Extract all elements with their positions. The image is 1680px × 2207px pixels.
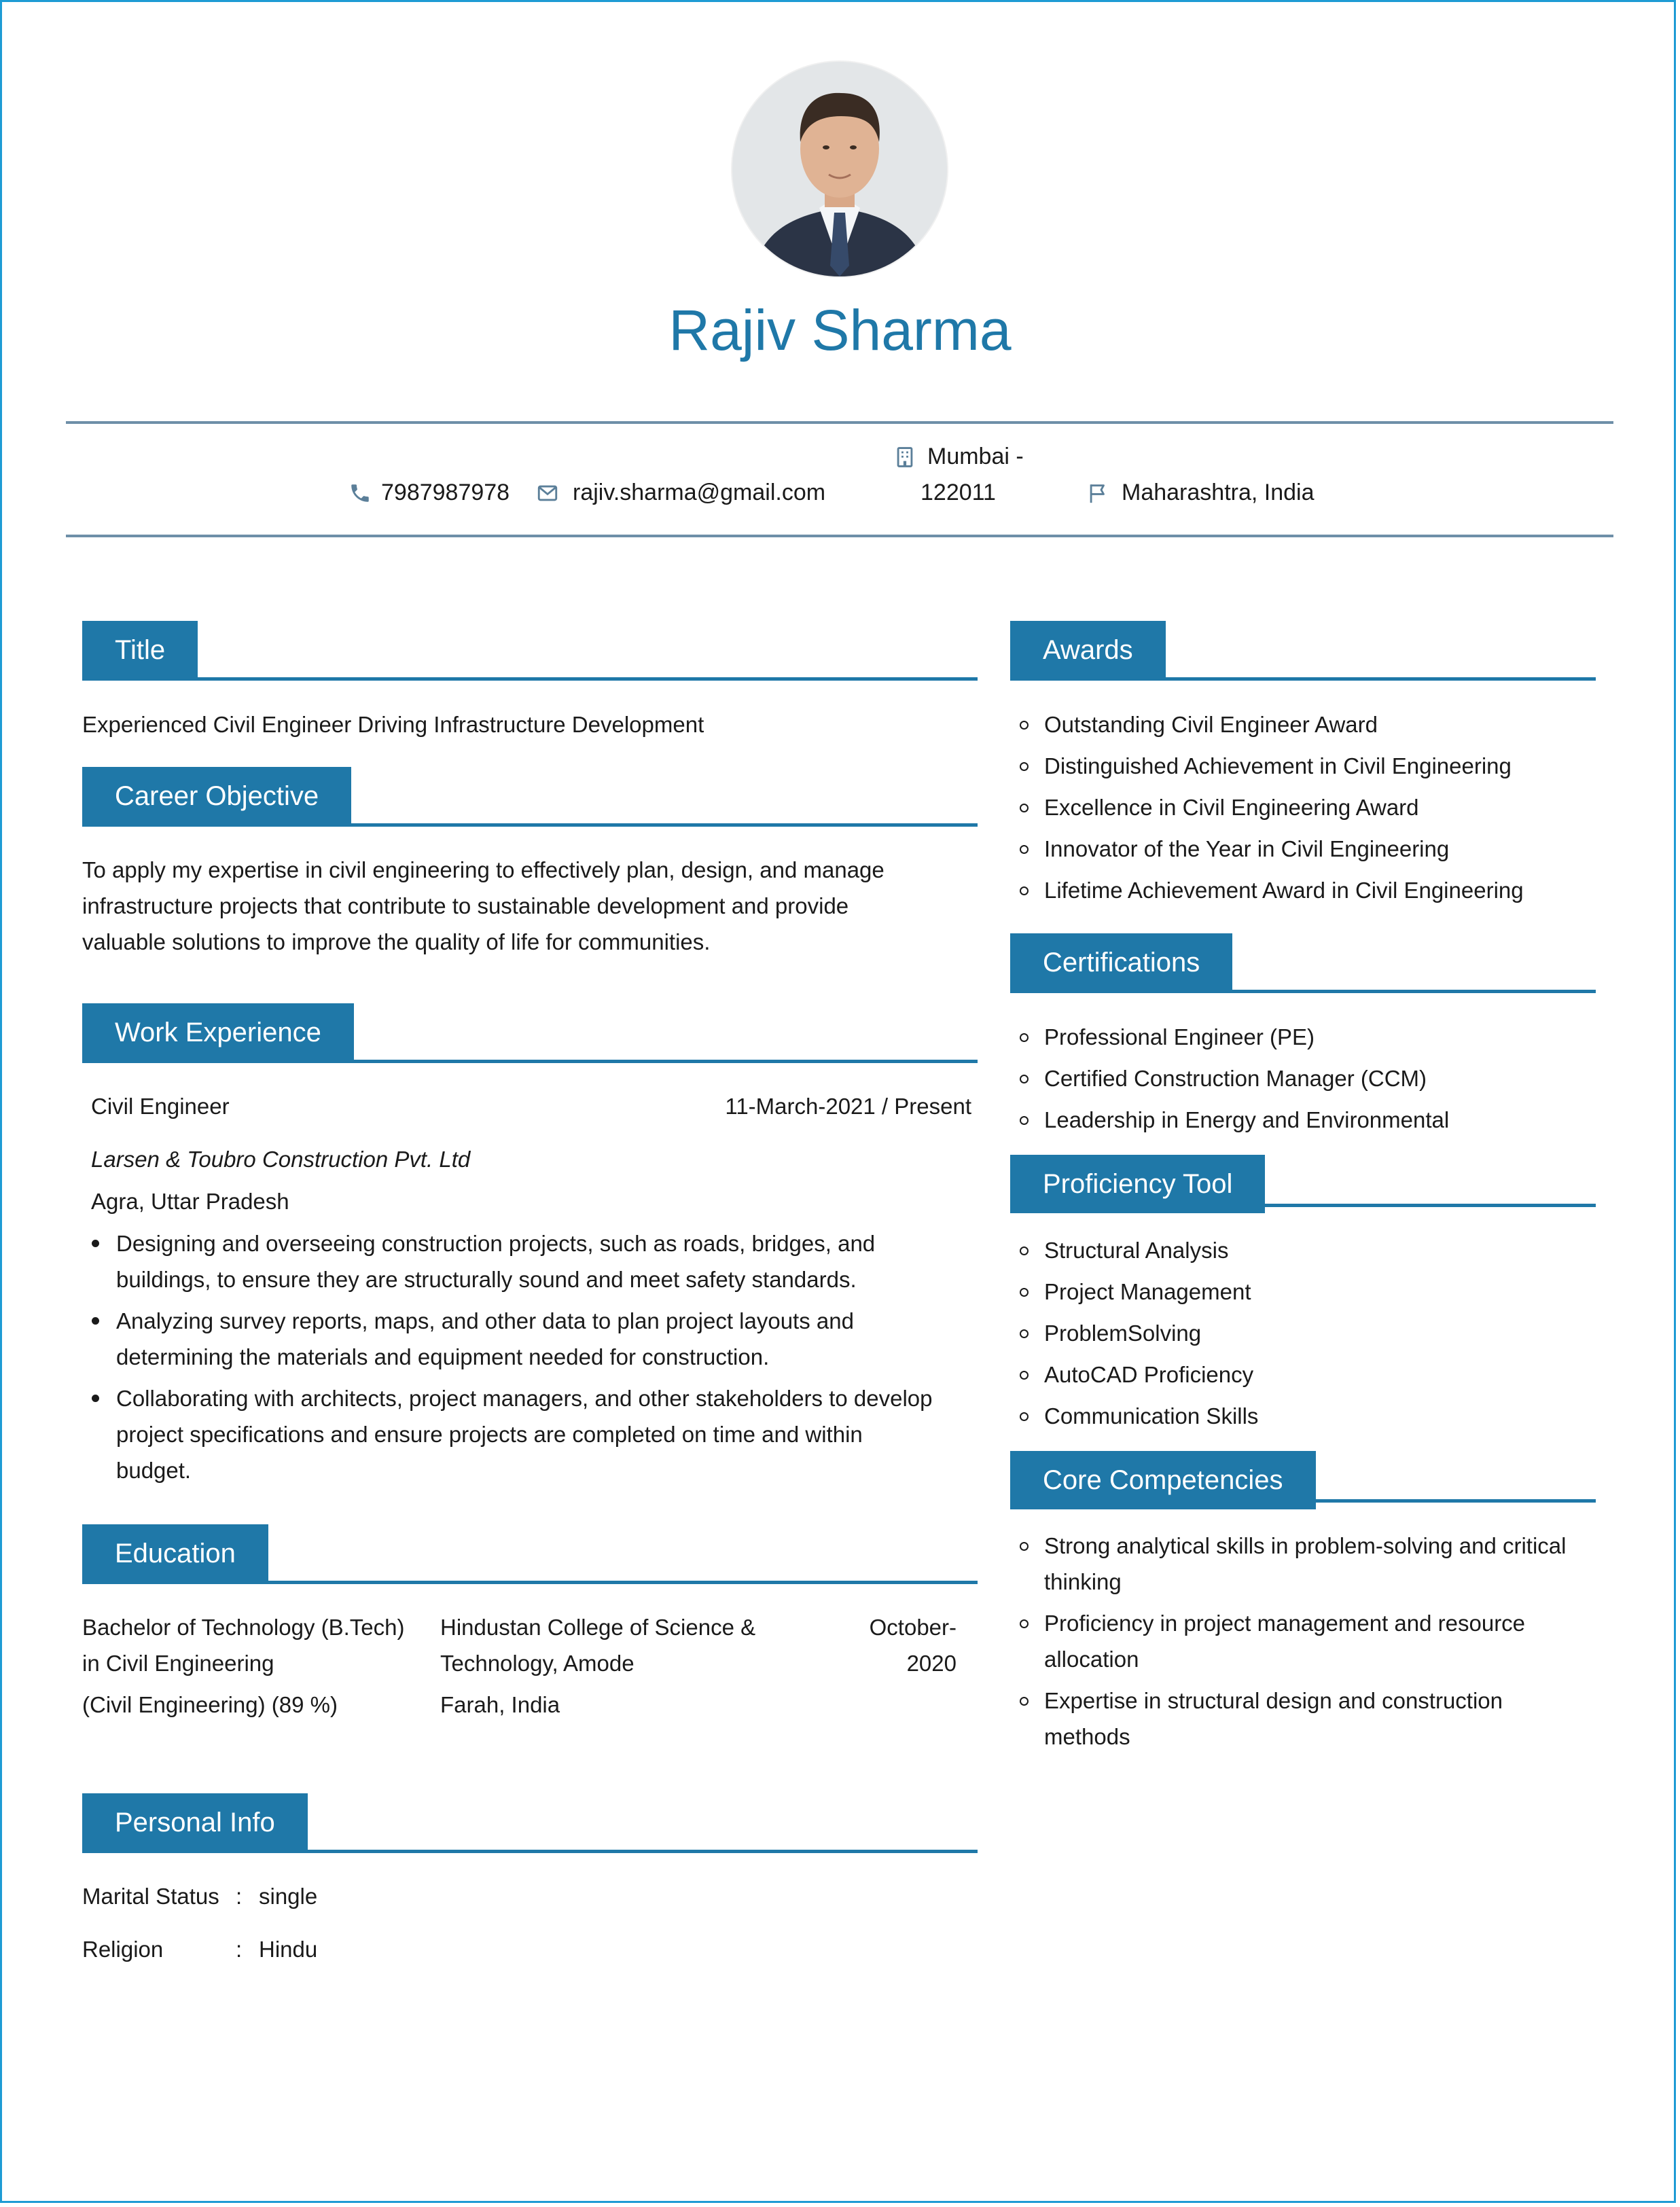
college-line: Farah, India [440,1692,560,1717]
religion-label: Religion [82,1937,164,1962]
phone-icon [348,482,372,508]
education-college [440,1609,755,1723]
certifications-list [1012,1019,1596,1143]
list-item: Certified Construction Manager (CCM) [1012,1060,1596,1096]
list-item: AutoCAD Proficiency [1012,1357,1596,1393]
list-item: Designing and overseeing construction projects, such as roads, bridges, and buildings, to ensure they are structurally sound and meet safety standards. [84,1225,978,1297]
degree-line: (Civil Engineering) (89 %) [82,1692,338,1717]
date-line: 2020 [906,1651,957,1676]
job-location: Agra, Uttar Pradesh [91,1189,289,1214]
job-responsibilities [84,1225,978,1494]
awards-list [1012,706,1596,914]
job-dates: 11-March-2021 / Present [725,1094,971,1119]
marital-status-separator: : [236,1884,243,1909]
list-item: Analyzing survey reports, maps, and other data to plan project layouts and determining the materials and equipment needed for construction. [84,1303,978,1375]
religion-separator: : [236,1937,243,1962]
company-name: Larsen & Toubro Construction Pvt. Ltd [91,1147,471,1172]
profile-photo [732,62,947,276]
title-section-rule [82,677,978,681]
marital-status-label: Marital Status [82,1884,219,1909]
email-address[interactable]: rajiv.sharma@gmail.com [573,480,826,505]
list-item: Proficiency in project management and resource allocation [1012,1605,1596,1677]
competencies-list [1012,1528,1596,1760]
city-line-1: Mumbai - [927,444,1024,469]
list-item: Leadership in Energy and Environmental [1012,1102,1596,1138]
list-item: Excellence in Civil Engineering Award [1012,789,1596,825]
education-degree [82,1609,405,1723]
mail-icon [536,482,559,508]
college-line: Technology, Amode [440,1651,635,1676]
list-item: Innovator of the Year in Civil Engineering [1012,831,1596,867]
objective-paragraph [82,852,978,960]
objective-line: valuable solutions to improve the quality of life for communities. [82,929,711,954]
degree-line: Bachelor of Technology (B.Tech) [82,1615,405,1640]
list-item: Outstanding Civil Engineer Award [1012,706,1596,742]
objective-line: To apply my expertise in civil engineering to effectively plan, design, and manage [82,857,884,882]
objective-section-heading: Career Objective [82,767,351,825]
education-section-heading: Education [82,1524,268,1583]
competencies-section-heading: Core Competencies [1010,1451,1316,1509]
objective-line: infrastructure projects that contribute to sustainable development and provide [82,893,849,918]
profile-photo-illustration [732,62,947,276]
list-item: Expertise in structural design and construction methods [1012,1683,1596,1755]
phone-number[interactable]: 7987987978 [381,480,510,505]
degree-line: in Civil Engineering [82,1651,274,1676]
list-item: Distinguished Achievement in Civil Engineering [1012,748,1596,784]
title-section-heading: Title [82,621,198,679]
list-item: Strong analytical skills in problem-solving and critical thinking [1012,1528,1596,1600]
tools-section-heading: Proficiency Tool [1010,1155,1265,1213]
list-item: Professional Engineer (PE) [1012,1019,1596,1055]
title-text: Experienced Civil Engineer Driving Infrastructure Development [82,712,704,737]
awards-section-heading: Awards [1010,621,1166,679]
header-top-divider [66,421,1613,424]
city-line-2: 122011 [921,480,996,505]
list-item: Project Management [1012,1274,1596,1310]
college-line: Hindustan College of Science & [440,1615,756,1640]
education-date [870,1609,957,1681]
list-item: Structural Analysis [1012,1232,1596,1268]
flag-icon [1086,482,1109,508]
list-item: Lifetime Achievement Award in Civil Engineering [1012,872,1596,908]
work-section-heading: Work Experience [82,1003,354,1062]
religion-value: Hindu [259,1937,318,1962]
building-icon [893,446,916,472]
certifications-section-heading: Certifications [1010,933,1232,992]
list-item: Communication Skills [1012,1398,1596,1434]
job-role: Civil Engineer [91,1094,230,1119]
candidate-name: Rajiv Sharma [668,298,1012,362]
header-bottom-divider [66,535,1613,537]
date-line: October- [869,1615,957,1640]
list-item: Collaborating with architects, project managers, and other stakeholders to develop project specifications and ensure projects are completed on time and within budget. [84,1380,978,1488]
personal-section-heading: Personal Info [82,1793,308,1852]
list-item: ProblemSolving [1012,1315,1596,1351]
marital-status-value: single [259,1884,318,1909]
tools-list [1012,1232,1596,1439]
region-text: Maharashtra, India [1122,480,1315,505]
